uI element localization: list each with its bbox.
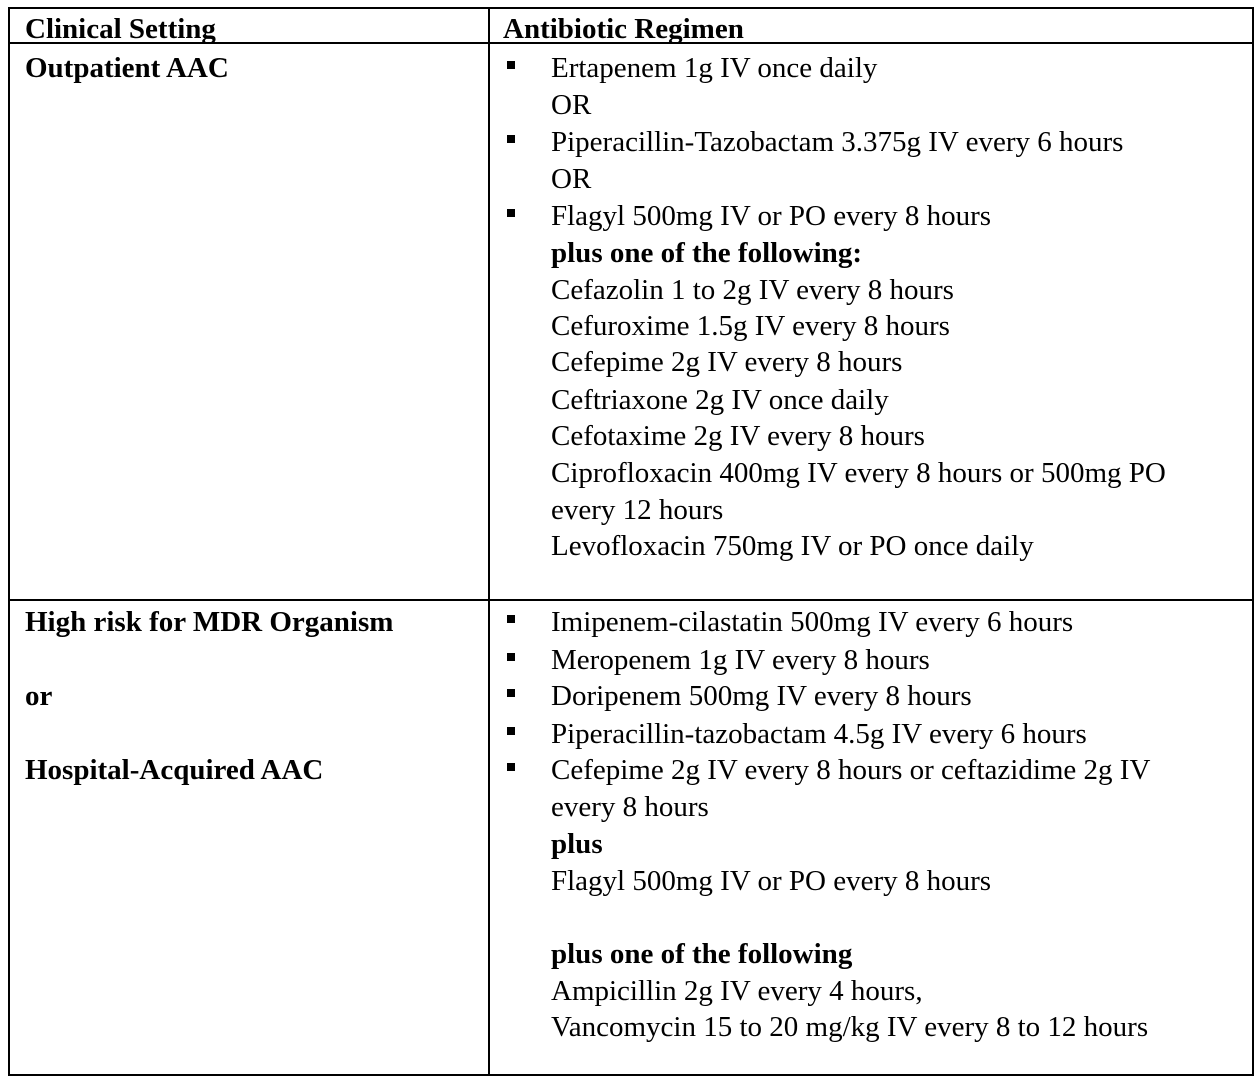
bullet-icon (507, 689, 515, 697)
regimen-line: OR (551, 163, 592, 195)
setting-hospital-acquired: Hospital-Acquired AAC (25, 754, 324, 786)
regimen-line: Piperacillin-tazobactam 4.5g IV every 6 hours (551, 718, 1087, 750)
regimen-subheading: plus one of the following (551, 938, 853, 970)
regimen-line: Levofloxacin 750mg IV or PO once daily (551, 530, 1034, 562)
regimen-subheading: plus (551, 828, 603, 860)
bullet-icon (507, 209, 515, 217)
bullet-icon (507, 61, 515, 69)
bullet-icon (507, 727, 515, 735)
antibiotic-table (8, 7, 1254, 1076)
regimen-line: Ceftriaxone 2g IV once daily (551, 384, 889, 416)
setting-outpatient: Outpatient AAC (25, 52, 229, 84)
regimen-line: Flagyl 500mg IV or PO every 8 hours (551, 200, 992, 232)
bullet-icon (507, 615, 515, 623)
regimen-line: Cefazolin 1 to 2g IV every 8 hours (551, 274, 954, 306)
setting-or: or (25, 680, 53, 712)
regimen-line: Cefepime 2g IV every 8 hours or ceftazidime 2g IV (551, 754, 1151, 786)
header-clinical-setting: Clinical Setting (25, 13, 216, 45)
header-antibiotic-regimen: Antibiotic Regimen (503, 13, 744, 45)
column-divider (488, 9, 490, 1074)
regimen-line: Flagyl 500mg IV or PO every 8 hours (551, 865, 992, 897)
regimen-line: Ciprofloxacin 400mg IV every 8 hours or 500mg PO (551, 457, 1166, 489)
regimen-line: Ertapenem 1g IV once daily (551, 52, 878, 84)
bullet-icon (507, 763, 515, 771)
regimen-line: Ampicillin 2g IV every 4 hours, (551, 975, 923, 1007)
regimen-line: Doripenem 500mg IV every 8 hours (551, 680, 972, 712)
row-divider (10, 599, 1252, 601)
bullet-icon (507, 135, 515, 143)
regimen-line: OR (551, 89, 592, 121)
setting-high-risk-mdr: High risk for MDR Organism (25, 606, 394, 638)
regimen-subheading: plus one of the following: (551, 237, 862, 269)
regimen-line: every 12 hours (551, 494, 724, 526)
regimen-line: Meropenem 1g IV every 8 hours (551, 644, 930, 676)
regimen-line: Imipenem-cilastatin 500mg IV every 6 hours (551, 606, 1074, 638)
regimen-line: Vancomycin 15 to 20 mg/kg IV every 8 to 12 hours (551, 1011, 1149, 1043)
regimen-line: Cefuroxime 1.5g IV every 8 hours (551, 310, 950, 342)
regimen-line: Piperacillin-Tazobactam 3.375g IV every 6 hours (551, 126, 1124, 158)
bullet-icon (507, 653, 515, 661)
regimen-line: Cefepime 2g IV every 8 hours (551, 346, 903, 378)
regimen-line: Cefotaxime 2g IV every 8 hours (551, 420, 925, 452)
regimen-line: every 8 hours (551, 791, 709, 823)
